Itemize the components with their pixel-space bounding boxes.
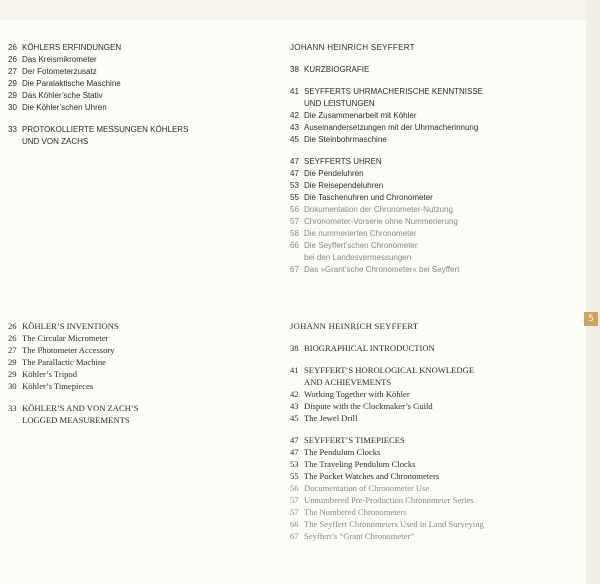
toc-entry-title: The Parallactic Machine <box>22 357 106 367</box>
toc-entry <box>290 64 580 76</box>
toc-entry-title: Seyffert’s “Grant Chronometer” <box>304 531 415 541</box>
toc-entry <box>8 356 268 368</box>
toc-entry-title: Die Taschenuhren und Chronometer <box>304 193 433 202</box>
toc-entry <box>290 86 580 98</box>
toc-entry <box>8 78 258 90</box>
toc-page-number: 30 <box>8 103 17 112</box>
toc-entry-title: The Photometer Accessory <box>22 345 115 355</box>
toc-entry-title: The Circular Micrometer <box>22 333 109 343</box>
toc-page-number: 42 <box>290 111 299 120</box>
toc-page-number: 38 <box>290 65 299 74</box>
toc-entry <box>8 414 268 426</box>
toc-spacer <box>290 424 580 434</box>
toc-page-number: 33 <box>8 125 17 134</box>
toc-page-number: 29 <box>8 91 17 100</box>
toc-entry <box>290 388 580 400</box>
toc-entry-title: SEYFFERT’S TIMEPIECES <box>304 435 405 445</box>
toc-page-number: 53 <box>290 181 299 190</box>
toc-spacer <box>8 392 268 402</box>
toc-entry-title: The Jewel Drill <box>304 413 358 423</box>
toc-entry-title: BIOGRAPHICAL INTRODUCTION <box>304 343 435 353</box>
toc-page-number: 57 <box>290 217 299 226</box>
toc-entry-title: SEYFFERT’S HOROLOGICAL KNOWLEDGE <box>304 365 475 375</box>
toc-page-number: 66 <box>290 519 299 529</box>
toc-entry-title: Die Steinbohrmaschine <box>304 135 387 144</box>
toc-page-number: 26 <box>8 55 17 64</box>
toc-entry <box>8 368 268 380</box>
toc-entry <box>290 122 580 134</box>
toc-entry <box>290 110 580 122</box>
toc-page-number: 43 <box>290 123 299 132</box>
toc-entry-title: The Pocket Watches and Chronometers <box>304 471 440 481</box>
toc-entry <box>290 192 580 204</box>
toc-page-number: 41 <box>290 365 299 375</box>
toc-page-number: 55 <box>290 471 299 481</box>
toc-entry <box>290 134 580 146</box>
toc-entry <box>290 494 580 506</box>
toc-english-left <box>8 320 268 426</box>
toc-entry-title: PROTOKOLLIERTE MESSUNGEN KÖHLERS <box>22 125 189 134</box>
toc-entry-title: UND VON ZACHS <box>22 137 89 146</box>
toc-entry <box>290 412 580 424</box>
toc-entry <box>290 98 580 110</box>
toc-page-number <box>290 98 304 110</box>
toc-page-number: 57 <box>290 507 299 517</box>
toc-entry-title: The Pendulum Clocks <box>304 447 381 457</box>
toc-spacer <box>290 146 580 156</box>
toc-entry <box>290 342 580 354</box>
toc-page-number: 29 <box>8 357 17 367</box>
toc-english-right <box>290 320 580 542</box>
toc-page-number: 41 <box>290 87 299 96</box>
toc-page-number: 43 <box>290 401 299 411</box>
toc-entry-title: Das Kreismikrometer <box>22 55 97 64</box>
toc-entry <box>290 434 580 446</box>
toc-page-number: 45 <box>290 135 299 144</box>
toc-page-number <box>8 414 22 426</box>
toc-entry-title: Chronometer-Vorserie ohne Nummerierung <box>304 217 458 226</box>
toc-entry <box>290 482 580 494</box>
toc-entry <box>290 506 580 518</box>
toc-entry-title: KURZBIOGRAFIE <box>304 65 370 74</box>
toc-german-left <box>8 42 258 148</box>
toc-entry <box>290 240 580 252</box>
toc-page-number: 29 <box>8 369 17 379</box>
toc-entry-title: Die nummerierten Chronometer <box>304 229 417 238</box>
toc-entry <box>8 344 268 356</box>
toc-entry-title: Documentation of Chronometer Use <box>304 483 430 493</box>
toc-page-number: 67 <box>290 531 299 541</box>
toc-english-right-list <box>290 342 580 542</box>
toc-page-number: 45 <box>290 413 299 423</box>
toc-page-number: 26 <box>8 333 17 343</box>
toc-entry-title: Die Köhler’schen Uhren <box>22 103 107 112</box>
toc-entry <box>290 470 580 482</box>
toc-page-number <box>290 376 304 388</box>
toc-german-right <box>290 42 580 276</box>
toc-entry <box>290 216 580 228</box>
toc-page-number: 53 <box>290 459 299 469</box>
toc-entry <box>290 364 580 376</box>
toc-page-number: 55 <box>290 193 299 202</box>
toc-entry <box>8 54 258 66</box>
toc-entry <box>290 180 580 192</box>
toc-page-number: 42 <box>290 389 299 399</box>
toc-spacer <box>290 354 580 364</box>
toc-entry-title: LOGGED MEASUREMENTS <box>22 415 130 425</box>
toc-entry-title: Köhler’s Tripod <box>22 369 77 379</box>
toc-entry <box>8 102 258 114</box>
toc-entry-title: Die Zusammenarbeit mit Köhler <box>304 111 417 120</box>
toc-entry <box>290 458 580 470</box>
toc-entry-title: The Traveling Pendulum Clocks <box>304 459 416 469</box>
toc-entry <box>8 124 258 136</box>
toc-entry-title: KÖHLER’S AND VON ZACH’S <box>22 403 139 413</box>
toc-page-number: 57 <box>290 495 299 505</box>
toc-entry-title: Dispute with the Clockmaker’s Guild <box>304 401 433 411</box>
toc-entry <box>8 66 258 78</box>
toc-entry-title: KÖHLER’S INVENTIONS <box>22 321 119 331</box>
toc-entry-title: Die Seyffert’schen Chronometer <box>304 241 418 250</box>
section-heading-seyffert-de: JOHANN HEINRICH SEYFFERT <box>290 43 415 52</box>
toc-page-number: 30 <box>8 381 17 391</box>
toc-entry-title: KÖHLERS ERFINDUNGEN <box>22 43 122 52</box>
toc-entry-title: Die Paralaktische Maschine <box>22 79 121 88</box>
toc-entry-title: AND ACHIEVEMENTS <box>304 377 392 387</box>
toc-page-number: 47 <box>290 447 299 457</box>
toc-entry-title: SEYFFERTS UHREN <box>304 157 382 166</box>
toc-page-number: 58 <box>290 229 299 238</box>
toc-entry <box>290 168 580 180</box>
toc-entry <box>8 90 258 102</box>
toc-entry <box>290 376 580 388</box>
page-right-edge <box>586 0 600 584</box>
toc-entry-title: Das »Grant’sche Chronometer« bei Seyffert <box>304 265 460 274</box>
toc-entry-title: SEYFFERTS UHRMACHERISCHE KENNTNISSE <box>304 87 483 96</box>
toc-page-number: 33 <box>8 403 17 413</box>
toc-page-number: 47 <box>290 157 299 166</box>
toc-page-number: 67 <box>290 265 299 274</box>
toc-entry <box>8 320 268 332</box>
toc-entry-title: Dokumentation der Chronometer-Nutzung <box>304 205 453 214</box>
toc-german-right-list <box>290 64 580 276</box>
toc-entry <box>8 42 258 54</box>
toc-entry <box>290 400 580 412</box>
toc-entry-title: Auseinandersetzungen mit der Uhrmacherinnung <box>304 123 479 132</box>
toc-page-number: 47 <box>290 169 299 178</box>
toc-page-number: 26 <box>8 43 17 52</box>
toc-page-number <box>290 252 304 264</box>
toc-entry-title: The Seyffert Chronometers Used in Land Surveying <box>304 519 484 529</box>
toc-entry-title: Working Together with Köhler <box>304 389 410 399</box>
page-top-band <box>0 0 600 20</box>
toc-entry <box>290 264 580 276</box>
toc-entry <box>8 380 268 392</box>
toc-page-number: 56 <box>290 205 299 214</box>
toc-entry <box>290 204 580 216</box>
toc-spacer <box>290 76 580 86</box>
toc-page-number: 29 <box>8 79 17 88</box>
toc-page-number: 27 <box>8 67 17 76</box>
toc-entry-title: Unnumbered Pre-Production Chronometer Series <box>304 495 474 505</box>
toc-entry-title: Der Fotometerzusatz <box>22 67 97 76</box>
toc-entry-title: Die Pendeluhren <box>304 169 364 178</box>
toc-entry <box>8 402 268 414</box>
toc-entry <box>8 332 268 344</box>
toc-entry <box>290 518 580 530</box>
toc-page-number: 38 <box>290 343 299 353</box>
toc-entry-title: Die Reisependeluhren <box>304 181 384 190</box>
toc-entry <box>290 228 580 240</box>
toc-page-number: 56 <box>290 483 299 493</box>
toc-entry <box>290 446 580 458</box>
page-tab-marker: 5 <box>584 312 598 326</box>
toc-page-number: 66 <box>290 241 299 250</box>
toc-page-number: 47 <box>290 435 299 445</box>
toc-entry-title: bei den Landesvermessungen <box>304 253 412 262</box>
toc-entry <box>290 156 580 168</box>
toc-page-number: 26 <box>8 321 17 331</box>
section-heading-seyffert-en: JOHANN HEINRICH SEYFFERT <box>290 321 419 331</box>
toc-page-number: 27 <box>8 345 17 355</box>
toc-entry <box>8 136 258 148</box>
toc-entry-title: UND LEISTUNGEN <box>304 99 375 108</box>
toc-entry <box>290 530 580 542</box>
toc-page-number <box>8 136 22 148</box>
toc-spacer <box>8 114 258 124</box>
toc-entry-title: Köhler’s Timepieces <box>22 381 94 391</box>
toc-entry-title: The Numbered Chronometers <box>304 507 407 517</box>
toc-entry <box>290 252 580 264</box>
toc-entry-title: Das Köhler’sche Stativ <box>22 91 103 100</box>
